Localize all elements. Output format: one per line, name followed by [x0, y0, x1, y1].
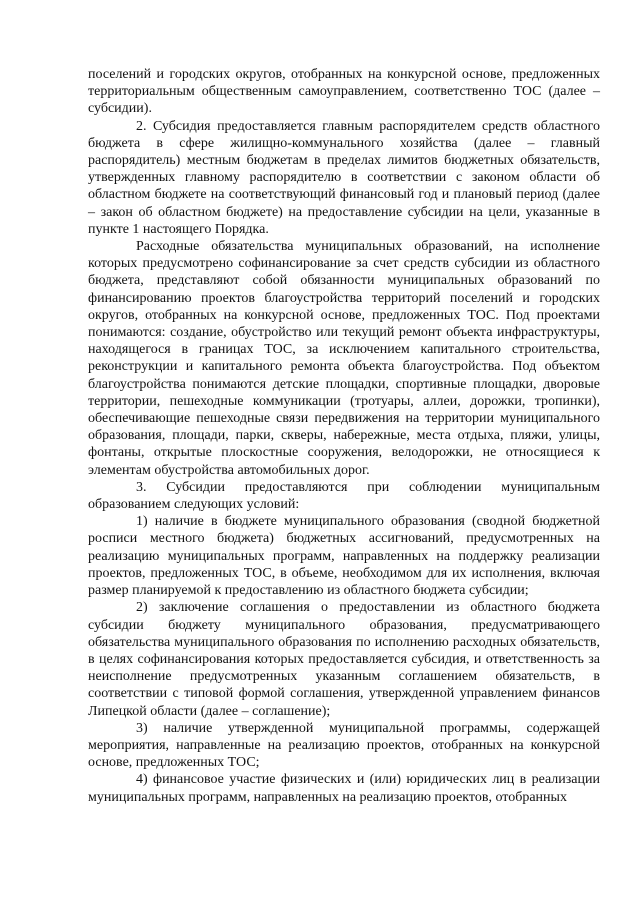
paragraph-continuation: поселений и городских округов, отобранных на конкурсной основе, предложенных территориальным общественным самоуправлением, соответственно ТОС (далее – субсидии). [88, 67, 600, 117]
paragraph-condition-1: 1) наличие в бюджете муниципального образования (сводной бюджетной росписи местного бюджета) бюджетных ассигнований, предусмотренных на реализацию муниципальных программ, направленных на поддержку реализации проектов, предложенных ТОС, в объеме, необходимом для их исполнения, включая размер планируемой к предоставлению из областного бюджета субсидии; [88, 514, 600, 599]
paragraph-expense-obligations: Расходные обязательства муниципальных образований, на исполнение которых предусмотрено софинансирование за счет средств субсидии из областного бюджета, представляют собой обязанности муниципальных образований по финансированию проектов благоустройства территорий поселений и городских округов, отобранных на конкурсной основе, предложенных ТОС. Под проектами понимаются: создание, обустройство или текущий ремонт объекта инфраструктуры, находящегося в границах ТОС, за исключением капитального строительства, реконструкции и капитального ремонта объекта благоустройства. Под объектом благоустройства понимаются детские площадки, спортивные площадки, дворовые территории, пешеходные коммуникации (тротуары, аллеи, дорожки, тропинки), обеспечивающие пешеходные связи передвижения на территории муниципального образования, площади, парки, скверы, набережные, места отдыха, пляжи, улицы, фонтаны, открытые плоскостные сооружения, велодорожки, не относящиеся к элементам обустройства автомобильных дорог. [88, 239, 600, 478]
paragraph-condition-4: 4) финансовое участие физических и (или) юридических лиц в реализации муниципальных программ, направленных на реализацию проектов, отобранных [88, 772, 600, 805]
paragraph-item-2: 2. Субсидия предоставляется главным распорядителем средств областного бюджета в сфере жилищно-коммунального хозяйства (далее – главный распорядитель) местным бюджетам в пределах лимитов бюджетных обязательств, утвержденных главному распорядителю в соответствии с законом области об областном бюджете на соответствующий финансовый год и плановый период (далее – закон об областном бюджете) на предоставление субсидии на цели, указанные в пункте 1 настоящего Порядка. [88, 118, 600, 237]
document-body [88, 66, 600, 806]
paragraph-condition-3: 3) наличие утвержденной муниципальной программы, содержащей мероприятия, направленные на реализацию проектов, отобранных на конкурсной основе, предложенных ТОС; [88, 720, 600, 771]
paragraph-item-3: 3. Субсидии предоставляются при соблюдении муниципальным образованием следующих условий: [88, 479, 600, 513]
paragraph-condition-2: 2) заключение соглашения о предоставлении из областного бюджета субсидии бюджету муниципального образования, предусматривающего обязательства муниципального образования по исполнению расходных обязательств, в целях софинансирования которых предоставляется субсидия, и ответственность за неисполнение предусмотренных указанным соглашением обязательств, в соответствии с типовой формой соглашения, утвержденной управлением финансов Липецкой области (далее – соглашение); [88, 600, 600, 719]
